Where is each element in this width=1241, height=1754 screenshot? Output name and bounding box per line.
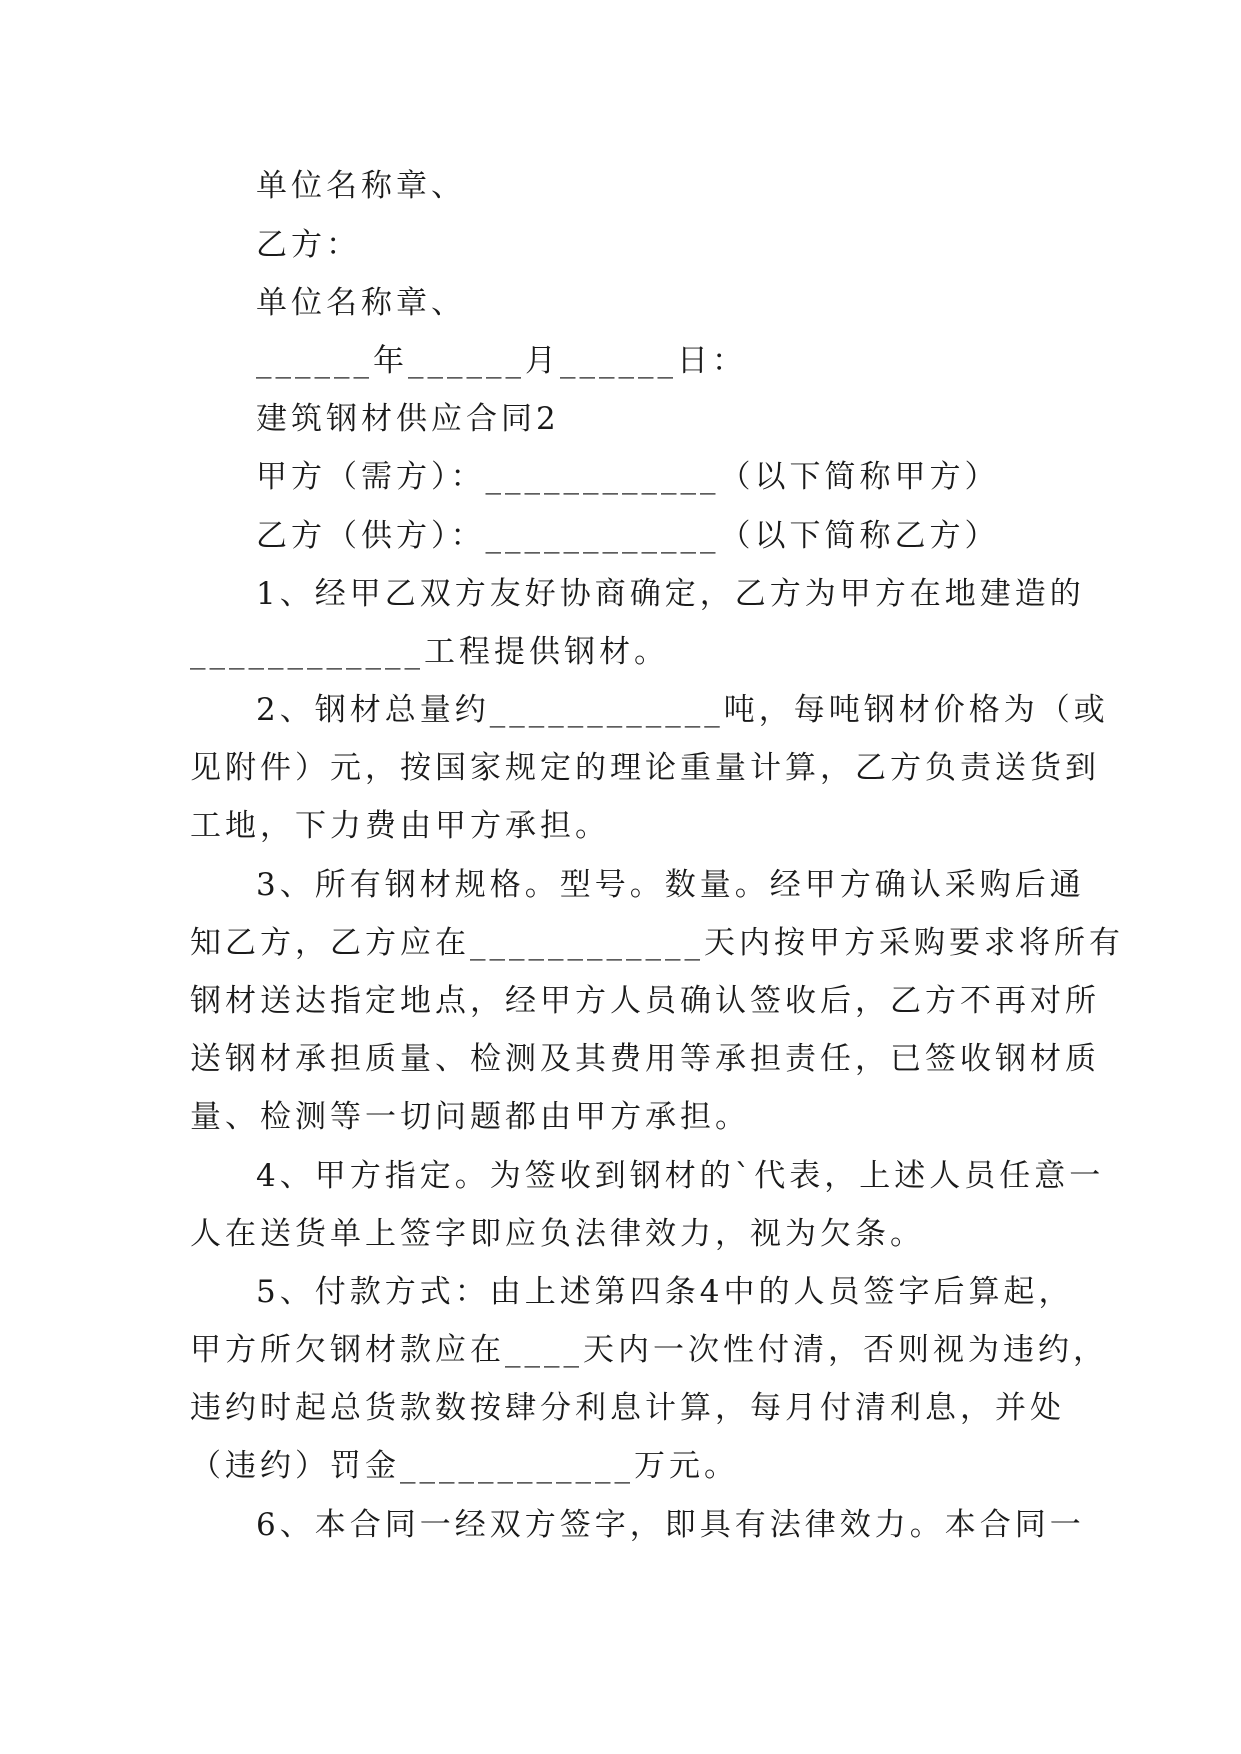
clause-3-line-3: 钢材送达指定地点，经甲方人员确认签收后，乙方不再对所 [190,983,1100,1019]
clause-6-line-1: 6、本合同一经双方签字，即具有法律效力。本合同一 [256,1507,1085,1543]
party-b-field: 乙方（供方）：____________（以下简称乙方） [256,518,1000,554]
clause-1-line-1: 1、经甲乙双方友好协商确定，乙方为甲方在地建造的 [256,576,1085,612]
clause-5-line-1: 5、付款方式：由上述第四条4中的人员签字后算起， [256,1274,1074,1310]
clause-1-line-2: ____________工程提供钢材。 [190,634,669,670]
contract-title: 建筑钢材供应合同2 [256,401,560,437]
clause-3-line-5: 量、检测等一切问题都由甲方承担。 [190,1099,750,1135]
clause-3-line-2: 知乙方，乙方应在____________天内按甲方采购要求将所有 [190,925,1124,961]
clause-3-line-1: 3、所有钢材规格。型号。数量。经甲方确认采购后通 [256,867,1085,903]
clause-5-line-3: 违约时起总货款数按肆分利息计算，每月付清利息，并处 [190,1390,1065,1426]
signature-date: ______年______月______日： [256,343,747,379]
clause-2-line-2: 见附件）元，按国家规定的理论重量计算，乙方负责送货到 [190,750,1100,786]
clause-3-line-4: 送钢材承担质量、检测及其费用等承担责任，已签收钢材质 [190,1041,1100,1077]
clause-5-line-4: （违约）罚金____________万元。 [190,1448,739,1484]
party-a-field: 甲方（需方）：____________（以下简称甲方） [256,459,1000,495]
party-b-label: 乙方： [256,227,361,263]
clause-2-line-3: 工地，下力费由甲方承担。 [190,808,610,844]
clause-5-line-2: 甲方所欠钢材款应在____天内一次性付清，否则视为违约， [190,1332,1108,1368]
clause-4-line-1: 4、甲方指定。为签收到钢材的`代表，上述人员任意一 [256,1158,1105,1194]
clause-4-line-2: 人在送货单上签字即应负法律效力，视为欠条。 [190,1216,925,1252]
signature-company-seal-a: 单位名称章、 [256,168,466,204]
clause-2-line-1: 2、钢材总量约____________吨，每吨钢材价格为（或 [256,692,1109,728]
signature-company-seal-b: 单位名称章、 [256,285,466,321]
